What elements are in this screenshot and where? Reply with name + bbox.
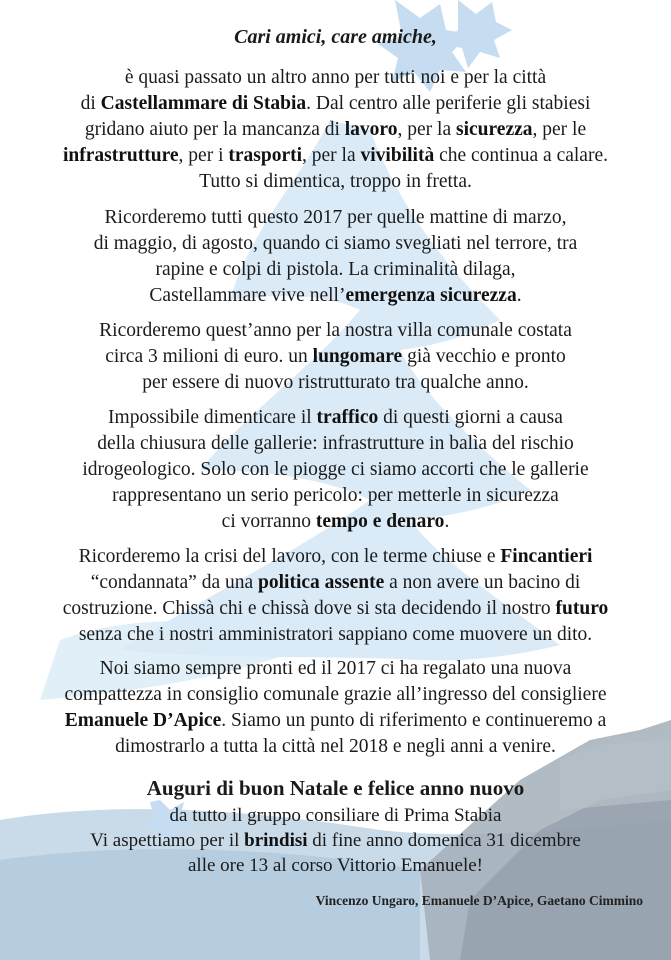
signature: Vincenzo Ungaro, Emanuele D’Apice, Gaetano Cimmino: [315, 893, 643, 908]
paragraph-6: [20, 656, 651, 760]
p3-line-1: Ricorderemo quest’anno per la nostra villa comunale costata: [99, 320, 572, 341]
city-name: Castellammare di Stabia: [100, 93, 307, 114]
p1-line-3: gridano aiuto per la mancanza di lavoro, per la sicurezza, per le: [84, 119, 587, 140]
p4-line-3: idrogeologico. Solo con le piogge ci siamo accorti che le gallerie: [82, 459, 589, 480]
p5-line-3: costruzione. Chissà chi e chissà dove si sta decidendo il nostro futuro: [62, 598, 609, 619]
p1-line-4: infrastrutture, per i trasporti, per la vivibilità che continua a calare.: [63, 145, 608, 166]
paragraph-4: [20, 405, 651, 535]
p5-line-4: senza che i nostri amministratori sappiano come muovere un dito.: [78, 624, 593, 645]
p5-line-1: Ricorderemo la crisi del lavoro, con le terme chiuse e Fincantieri: [78, 546, 593, 567]
paragraph-1: [20, 65, 651, 195]
p1-line-2: di Castellammare di Stabia. Dal centro alle periferie gli stabiesi: [80, 93, 591, 114]
p5-line-2: “condannata” da una politica assente a non avere un bacino di: [90, 572, 581, 593]
p6-line-1: Noi siamo sempre pronti ed il 2017 ci ha regalato una nuova: [99, 658, 572, 679]
p2-line-1: Ricorderemo tutti questo 2017 per quelle mattine di marzo,: [104, 207, 567, 228]
p1-line-1: è quasi passato un altro anno per tutti noi e per la città: [124, 67, 547, 88]
p6-line-4: dimostrarlo a tutta la città nel 2018 e negli anni a venire.: [115, 736, 556, 757]
paragraph-2: [20, 205, 651, 309]
p3-line-3: per essere di nuovo ristrutturato tra qualche anno.: [142, 372, 529, 393]
p2-line-3: rapine e colpi di pistola. La criminalità dilaga,: [155, 259, 516, 280]
p4-line-5: ci vorranno tempo e denaro.: [221, 511, 450, 532]
p4-line-1: Impossibile dimenticare il traffico di questi giorni a causa: [108, 407, 563, 428]
greeting: Cari amici, care amiche,: [234, 26, 437, 48]
p6-line-3: Emanuele D’Apice. Siamo un punto di riferimento e continueremo a: [64, 710, 607, 731]
p4-line-2: della chiusura delle gallerie: infrastrutture in balìa del rischio: [97, 433, 574, 454]
paragraph-3: [20, 318, 651, 396]
p1-line-5: Tutto si dimentica, troppo in fretta.: [199, 171, 472, 192]
closing-line-3: alle ore 13 al corso Vittorio Emanuele!: [187, 855, 484, 876]
p6-line-2: compattezza in consiglio comunale grazie all’ingresso del consigliere: [64, 684, 607, 705]
closing-title: Auguri di buon Natale e felice anno nuovo: [146, 776, 525, 800]
closing-line-2: Vi aspettiamo per il brindisi di fine anno domenica 31 dicembre: [90, 830, 581, 851]
p4-line-4: rappresentano un serio pericolo: per metterle in sicurezza: [112, 485, 559, 506]
closing-text: [0, 803, 671, 878]
p2-line-2: di maggio, di agosto, quando ci siamo svegliati nel terrore, tra: [93, 233, 578, 254]
closing-line-1: da tutto il gruppo consiliare di Prima Stabia: [169, 805, 502, 826]
paragraph-5: [20, 544, 651, 648]
p2-line-4: Castellammare vive nell’emergenza sicurezza.: [149, 285, 522, 306]
p3-line-2: circa 3 milioni di euro. un lungomare già vecchio e pronto: [105, 346, 566, 367]
